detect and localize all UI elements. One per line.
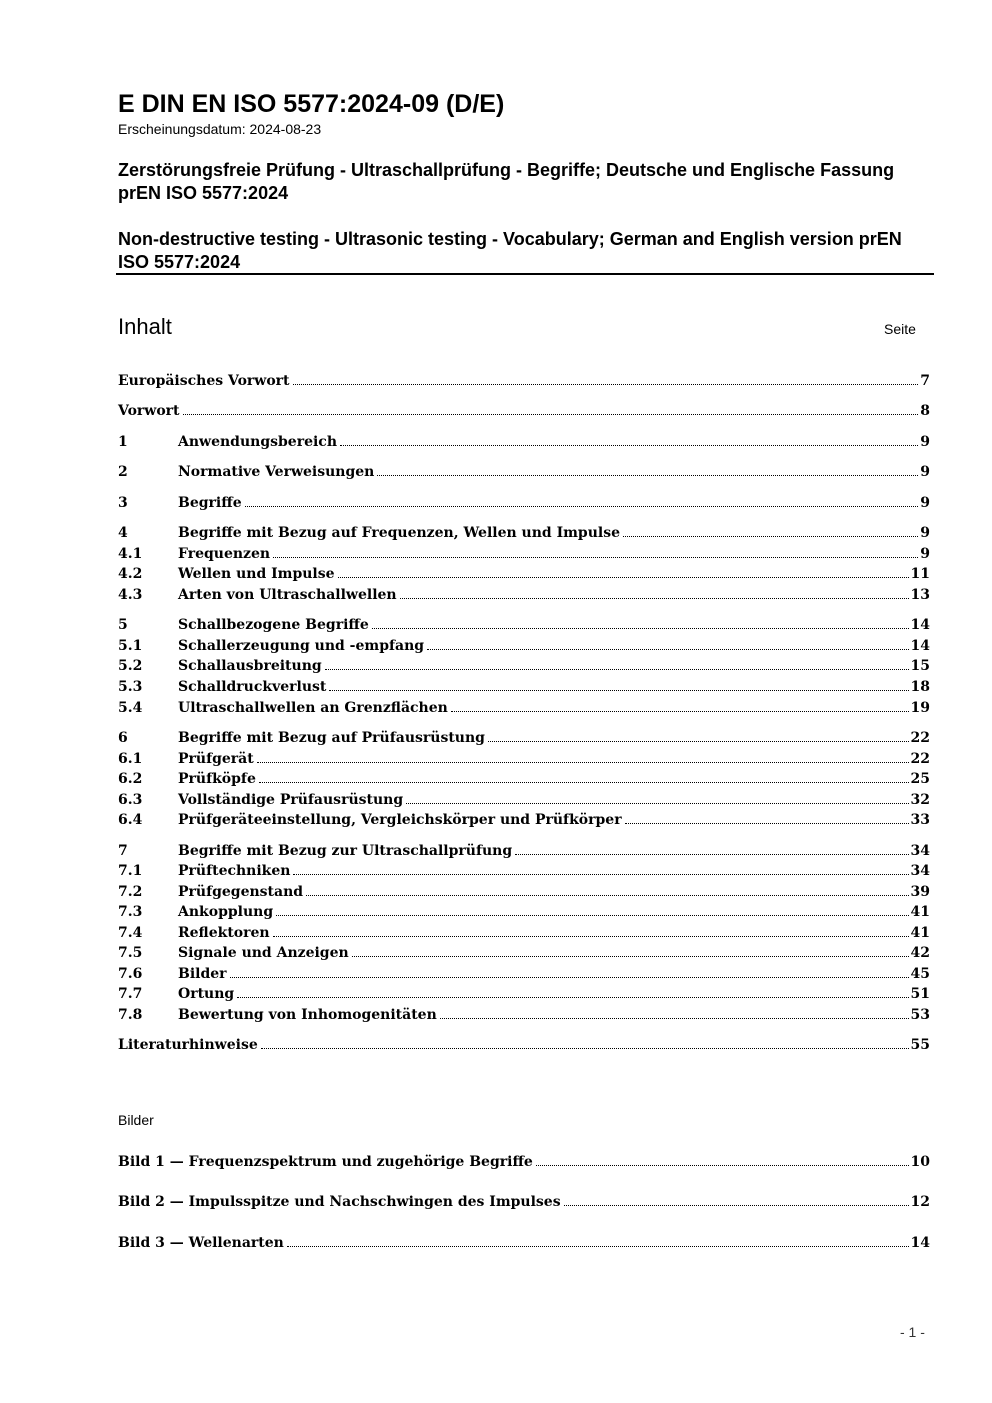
toc-entry-title: Schalldruckverlust: [178, 679, 327, 695]
toc-leader-dots: [237, 996, 908, 998]
toc-entry[interactable]: [118, 923, 930, 943]
toc-entry-title: Schallausbreitung: [178, 658, 322, 674]
toc-entry[interactable]: [118, 493, 930, 513]
figure-entry-page: 12: [910, 1194, 930, 1210]
toc-entry-page: 9: [920, 525, 930, 541]
toc-entry-number: 7.8: [118, 1007, 143, 1023]
toc-entry-page: 19: [910, 700, 930, 716]
toc-entry-number: 6: [118, 730, 128, 746]
toc-entry-page: 9: [920, 434, 930, 450]
toc-entry-title: Vollständige Prüfausrüstung: [178, 792, 404, 808]
toc-leader-dots: [451, 710, 909, 712]
toc-entry-title: Anwendungsbereich: [178, 434, 337, 450]
toc-leader-dots: [625, 822, 909, 824]
toc-entry-number: 5.3: [118, 679, 143, 695]
toc-entry-page: 22: [910, 751, 930, 767]
toc-leader-dots: [372, 627, 909, 629]
toc-entry-page: 45: [910, 966, 930, 982]
toc-entry-page: 39: [910, 884, 930, 900]
toc-entry[interactable]: [118, 749, 930, 769]
toc-entry-page: 18: [910, 679, 930, 695]
title-english: Non-destructive testing - Ultrasonic testing - Vocabulary; German and English version prEN ISO 5577:2024: [118, 229, 902, 272]
toc-entry[interactable]: [118, 790, 930, 810]
page-number: - 1 -: [900, 1324, 925, 1340]
figure-entry-title: Bild 3 — Wellenarten: [118, 1235, 284, 1251]
toc-entry[interactable]: [118, 698, 930, 718]
toc-entry[interactable]: [118, 656, 930, 676]
toc-entry-title: Prüfgerät: [178, 751, 254, 767]
toc-leader-dots: [427, 648, 908, 650]
toc-entry[interactable]: [118, 943, 930, 963]
toc-entry-title: Schallerzeugung und -empfang: [178, 638, 425, 654]
toc-leader-dots: [245, 505, 919, 507]
toc-entry-page: 8: [920, 403, 930, 419]
toc-entry-title: Wellen und Impulse: [178, 566, 335, 582]
toc-entry-number: 5: [118, 617, 128, 633]
toc-entry-title: Begriffe: [178, 495, 242, 511]
toc-entry-number: 3: [118, 495, 128, 511]
toc-entry-number: 7.4: [118, 925, 143, 941]
toc-entry-number: 4.2: [118, 566, 143, 582]
toc-leader-dots: [183, 413, 919, 415]
toc-entry-page: 34: [910, 843, 930, 859]
toc-entry-title: Frequenzen: [178, 546, 271, 562]
toc-entry[interactable]: [118, 841, 930, 861]
toc-entry-title: Bilder: [178, 966, 227, 982]
toc-entry-number: 7.5: [118, 945, 143, 961]
toc-entry-page: 53: [910, 1007, 930, 1023]
toc-entry-title: Vorwort: [118, 403, 180, 419]
toc-entry-title: Literaturhinweise: [118, 1037, 258, 1053]
toc-entry[interactable]: [118, 564, 930, 584]
toc-entry-page: 9: [920, 546, 930, 562]
toc-leader-dots: [623, 535, 918, 537]
toc-leader-dots: [352, 955, 909, 957]
toc-entry-number: 7.6: [118, 966, 143, 982]
toc-leader-dots: [261, 1047, 909, 1049]
toc-entry-title: Prüftechniken: [178, 863, 291, 879]
toc-entry-title: Ankopplung: [178, 904, 274, 920]
publication-date: Erscheinungsdatum: 2024-08-23: [118, 121, 322, 137]
toc-entry[interactable]: [118, 964, 930, 984]
header-divider: [116, 273, 934, 275]
toc-leader-dots: [338, 576, 909, 578]
toc-entry-title: Begriffe mit Bezug auf Frequenzen, Wellen und Impulse: [178, 525, 621, 541]
toc-entry-page: 14: [910, 638, 930, 654]
toc-leader-dots: [515, 853, 908, 855]
toc-entry-title: Normative Verweisungen: [178, 464, 375, 480]
toc-entry-page: 51: [910, 986, 930, 1002]
toc-entry[interactable]: [118, 882, 930, 902]
toc-entry[interactable]: [118, 615, 930, 635]
toc-entry-title: Prüfköpfe: [178, 771, 256, 787]
toc-entry-number: 5.1: [118, 638, 143, 654]
document-id: E DIN EN ISO 5577:2024-09 (D/E): [118, 90, 505, 118]
toc-leader-dots: [293, 383, 919, 385]
toc-entry-page: 22: [910, 730, 930, 746]
toc-entry[interactable]: [118, 902, 930, 922]
toc-entry-number: 6.1: [118, 751, 143, 767]
toc-entry[interactable]: [118, 432, 930, 452]
toc-entry[interactable]: [118, 523, 930, 543]
toc-entry-title: Ortung: [178, 986, 235, 1002]
toc-entry[interactable]: [118, 636, 930, 656]
toc-entry-page: 34: [910, 863, 930, 879]
toc-entry-number: 5.4: [118, 700, 143, 716]
toc-entry[interactable]: [118, 544, 930, 564]
toc-leader-dots: [400, 597, 909, 599]
toc-entry-title: Begriffe mit Bezug auf Prüfausrüstung: [178, 730, 485, 746]
toc-leader-dots: [340, 444, 918, 446]
title-german: Zerstörungsfreie Prüfung - Ultraschallprüfung - Begriffe; Deutsche und Englische Fassung prEN ISO 5577:2024: [118, 160, 895, 203]
toc-leader-dots: [293, 873, 908, 875]
toc-leader-dots: [257, 761, 909, 763]
toc-entry-number: 6.2: [118, 771, 143, 787]
toc-entry-page: 15: [910, 658, 930, 674]
toc-entry-page: 9: [920, 495, 930, 511]
toc-entry-page: 41: [910, 925, 930, 941]
toc-entry-title: Arten von Ultraschallwellen: [178, 587, 397, 603]
toc-entry-number: 7.2: [118, 884, 143, 900]
toc-entry[interactable]: [118, 984, 930, 1004]
toc-entry-title: Europäisches Vorwort: [118, 373, 290, 389]
toc-entry-number: 5.2: [118, 658, 143, 674]
toc-entry[interactable]: [118, 677, 930, 697]
toc-entry-page: 41: [910, 904, 930, 920]
figures-heading: Bilder: [118, 1112, 154, 1128]
toc-entry-title: Bewertung von Inhomogenitäten: [178, 1007, 437, 1023]
toc-entry-title: Reflektoren: [178, 925, 270, 941]
toc-entry[interactable]: [118, 769, 930, 789]
toc-entry-page: 42: [910, 945, 930, 961]
toc-leader-dots: [377, 474, 918, 476]
toc-leader-dots: [406, 802, 908, 804]
toc-entry-page: 25: [910, 771, 930, 787]
toc-entry-number: 6.4: [118, 812, 143, 828]
toc-entry[interactable]: [118, 810, 930, 830]
toc-entry[interactable]: [118, 462, 930, 482]
toc-entry-number: 1: [118, 434, 128, 450]
figure-entry[interactable]: [118, 1233, 930, 1253]
toc-leader-dots: [564, 1204, 909, 1206]
toc-entry-number: 7.3: [118, 904, 143, 920]
toc-entry[interactable]: [118, 371, 930, 391]
toc-leader-dots: [536, 1164, 909, 1166]
toc-leader-dots: [325, 668, 909, 670]
toc-leader-dots: [329, 689, 908, 691]
toc-entry[interactable]: [118, 861, 930, 881]
toc-entry-number: 6.3: [118, 792, 143, 808]
toc-entry[interactable]: [118, 728, 930, 748]
toc-entry-page: 13: [910, 587, 930, 603]
toc-entry-title: Signale und Anzeigen: [178, 945, 349, 961]
toc-leader-dots: [488, 740, 909, 742]
toc-entry-number: 7.7: [118, 986, 143, 1002]
toc-entry-title: Schallbezogene Begriffe: [178, 617, 369, 633]
toc-leader-dots: [273, 935, 909, 937]
toc-leader-dots: [273, 556, 918, 558]
figure-entry-title: Bild 1 — Frequenzspektrum und zugehörige Begriffe: [118, 1154, 533, 1170]
toc-entry[interactable]: [118, 401, 930, 421]
toc-entry-number: 4.3: [118, 587, 143, 603]
figure-entry-page: 10: [910, 1154, 930, 1170]
toc-entry[interactable]: [118, 1035, 930, 1055]
toc-entry-number: 4.1: [118, 546, 143, 562]
toc-leader-dots: [306, 894, 908, 896]
toc-entry-page: 55: [910, 1037, 930, 1053]
toc-entry-number: 4: [118, 525, 128, 541]
toc-entry-page: 9: [920, 464, 930, 480]
toc-entry-number: 2: [118, 464, 128, 480]
figure-entry[interactable]: [118, 1152, 930, 1172]
toc-entry-page: 32: [910, 792, 930, 808]
figure-entry-title: Bild 2 — Impulsspitze und Nachschwingen des Impulses: [118, 1194, 561, 1210]
toc-entry-page: 11: [910, 566, 930, 582]
toc-entry[interactable]: [118, 1005, 930, 1025]
toc-leader-dots: [230, 976, 909, 978]
toc-leader-dots: [259, 781, 909, 783]
toc-entry-number: 7: [118, 843, 128, 859]
toc-entry[interactable]: [118, 585, 930, 605]
toc-leader-dots: [440, 1017, 909, 1019]
figure-entry-page: 14: [910, 1235, 930, 1251]
toc-entry-page: 14: [910, 617, 930, 633]
toc-leader-dots: [287, 1245, 909, 1247]
toc-entry-number: 7.1: [118, 863, 143, 879]
toc-entry-title: Prüfgegenstand: [178, 884, 304, 900]
toc-entry-title: Begriffe mit Bezug zur Ultraschallprüfung: [178, 843, 513, 859]
toc-entry-title: Prüfgeräteeinstellung, Vergleichskörper und Prüfkörper: [178, 812, 622, 828]
toc-entry-title: Ultraschallwellen an Grenzflächen: [178, 700, 448, 716]
toc-leader-dots: [276, 914, 908, 916]
toc-heading: Inhalt: [118, 314, 172, 339]
toc-entry-page: 7: [920, 373, 930, 389]
figure-entry[interactable]: [118, 1192, 930, 1212]
page-column-label: Seite: [884, 321, 916, 337]
toc-entry-page: 33: [910, 812, 930, 828]
